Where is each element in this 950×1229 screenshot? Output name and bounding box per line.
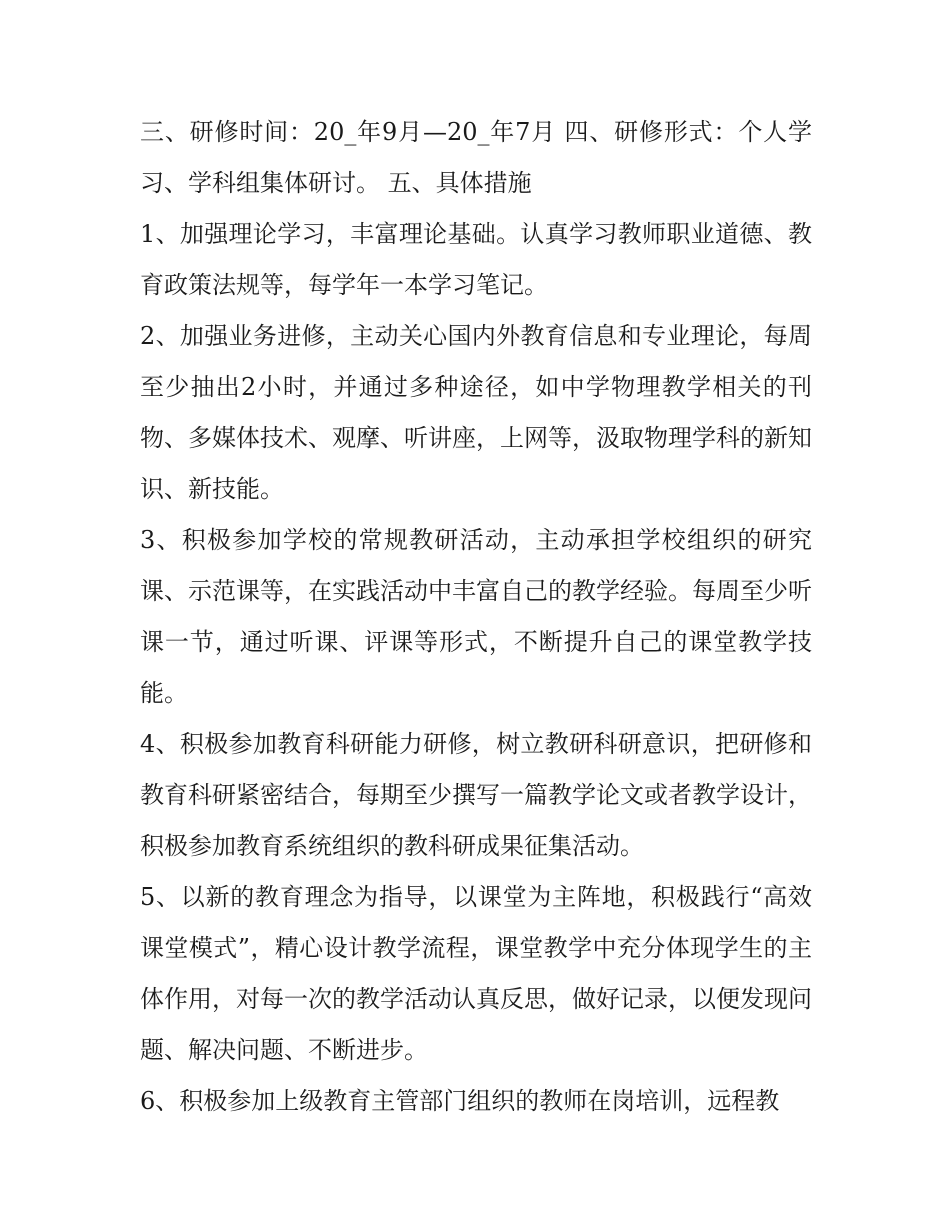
paragraph-measure-3: 3、积极参加学校的常规教研活动，主动承担学校组织的研究课、示范课等，在实践活动中丰富自己的教学经验。每周至少听课一节，通过听课、评课等形式，不断提升自己的课堂教学技能。	[140, 526, 812, 707]
document-body	[140, 107, 812, 1127]
paragraph-measure-6: 6、积极参加上级教育主管部门组织的教师在岗培训，远程教	[140, 1087, 780, 1115]
paragraph-schedule-and-form: 三、研修时间：20_年9月—20_年7月 四、研修形式：个人学习、学科组集体研讨。 五、具体措施	[140, 118, 812, 197]
paragraph-measure-2: 2、加强业务进修，主动关心国内外教育信息和专业理论，每周至少抽出2小时，并通过多种途径，如中学物理教学相关的刊物、多媒体技术、观摩、听讲座，上网等，汲取物理学科的新知识、新技能。	[140, 322, 812, 503]
paragraph-measure-1: 1、加强理论学习，丰富理论基础。认真学习教师职业道德、教育政策法规等，每学年一本学习笔记。	[140, 220, 812, 299]
paragraph-measure-4: 4、积极参加教育科研能力研修，树立教研科研意识，把研修和教育科研紧密结合，每期至少撰写一篇教学论文或者教学设计，积极参加教育系统组织的教科研成果征集活动。	[140, 730, 812, 860]
paragraph-measure-5: 5、以新的教育理念为指导，以课堂为主阵地，积极践行“高效课堂模式”，精心设计教学流程，课堂教学中充分体现学生的主体作用，对每一次的教学活动认真反思，做好记录，以便发现问题、解决问题、不断进步。	[140, 883, 812, 1064]
